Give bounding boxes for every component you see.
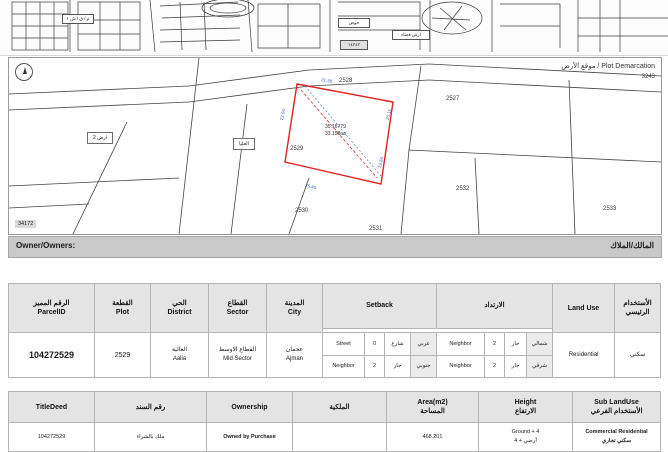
neighbor-parcel-id: 2530 [295,208,309,214]
header-height: Height الارتفاع [479,392,573,423]
table-data-row [9,333,661,378]
cell-parcelid: 104272529 [9,333,95,378]
plot-map-lines [9,58,661,234]
context-map-tag: م / ق / ش ١ [62,14,94,24]
edge-dimension: 22.64 [279,108,287,121]
header-ownership-ar: الملكية [293,392,387,423]
diagonal-dimension: 35.16779 [325,124,346,130]
irtidad-value-2: 2 [493,362,497,369]
plot-demarcation-title: موقع الأرض / Plot Demarcation [561,63,655,70]
cell-setback-labels-ar [385,333,411,378]
setback-direction-south: جنوبي [416,362,431,369]
irtidad-value-1: 2 [485,334,504,356]
neighbor-parcel-id: 2531 [369,226,383,232]
edge-dimension: 19.84 [377,156,385,169]
cell-irtidad-labels [437,333,485,378]
header-titledeed-ar: رقم السند [95,392,207,423]
cell-area: 468.201 [387,423,479,452]
cell-ownership-en: Owned by Purchase [207,423,293,452]
cell-setback-values [365,333,385,378]
edge-dimension: 20.11 [384,108,393,121]
context-map-tag: حوض [338,18,370,28]
cell-district: العالية Aalia [151,333,209,378]
header-setback: Setback [323,284,437,329]
setback-label-street-ar: شارع [385,334,410,356]
irtidad-label-neighbor-1: Neighbor [437,334,484,356]
cell-landuse-ar: سكني [615,333,661,378]
irtidad-label-ar-2: جار [511,362,520,369]
diagonal-dimension: 33.158aa [325,131,346,137]
header-landuse: Land Use [553,284,615,333]
setback-label-street: Street [323,334,364,356]
cell-city: عجمان Ajman [267,333,323,378]
neighbor-parcel-id: 2527 [446,96,460,102]
setback-label-neighbor-ar: جار [393,362,402,369]
edge-dimension: 21.30 [320,77,333,84]
neighbor-parcel-id: 2532 [456,186,470,192]
plot-demarcation-map[interactable] [8,57,662,235]
cell-plot: 2529 [95,333,151,378]
owner-band [8,236,662,258]
irtidad-direction-north: شمالي [527,334,552,356]
header-plot: القطعة Plot [95,284,151,333]
header-city: المدينة City [267,284,323,333]
cell-irtidad-values [485,333,505,378]
cell-sublanduse: Commercial Residential سكني تجاري [573,423,661,452]
cell-sector: القطاع الاوسط Mid Sector [209,333,267,378]
north-arrow-icon [15,63,33,81]
context-map[interactable] [0,0,668,56]
cell-setback-directions [411,333,437,378]
plot-code-bottom-left: 34172 [15,220,36,228]
irtidad-direction-east: شرقي [532,362,547,369]
owner-label-en: Owner/Owners: [16,241,76,250]
map-boxed-label: ارض 2 [87,132,113,144]
setback-value-neighbor: 2 [372,362,377,369]
header-sublanduse: Sub LandUse الأستخدام الفرعي [573,392,661,423]
irtidad-label-ar-1: جار [505,334,526,356]
deed-data-row [9,423,661,452]
setback-direction-west: غربي [411,334,436,356]
deed-header-row [9,392,661,423]
irtidad-label-neighbor-2: Neighbor [449,362,472,369]
context-map-tag: ارض فضاء [392,30,430,40]
header-sector: القطاع Sector [209,284,267,333]
header-landuse-ar: الأستخدام الرئيسي [615,284,661,333]
subject-parcel-id: 2529 [290,146,304,152]
header-irtidad: الارتداد [437,284,553,329]
map-boxed-label: العليا [233,138,255,150]
cell-height: Ground + 4 أرضي + 4 [479,423,573,452]
cell-setback-labels [323,333,365,378]
context-map-code: ١٤٢٤٢ [340,40,368,50]
edge-dimension: 25.40 [304,182,317,191]
table-header-row [9,284,661,329]
setback-value-street: 0 [365,334,384,356]
header-titledeed: TitleDeed [9,392,95,423]
setback-label-neighbor: Neighbor [332,362,355,369]
cell-titledeed: 104272529 [9,423,95,452]
header-area: Area(m2) المساحة [387,392,479,423]
cell-irtidad-labels-ar [505,333,527,378]
context-map-lines [0,0,668,55]
header-parcelid: الرقم المميز ParcelID [9,284,95,333]
plot-code-top-right: 3243 [641,74,655,80]
header-ownership: Ownership [207,392,293,423]
cell-ownership-ar: ملك بالشراء [95,423,207,452]
neighbor-parcel-id: 2533 [603,206,617,212]
header-district: الحي District [151,284,209,333]
deed-info-table [8,391,661,452]
parcel-info-table [8,283,661,378]
cell-landuse-en: Residential [553,333,615,378]
cell-irtidad-directions [527,333,553,378]
owner-label-ar: المالك/الملاك [610,241,654,250]
neighbor-parcel-id: 2528 [339,78,353,84]
cell-ownership-blank [293,423,387,452]
